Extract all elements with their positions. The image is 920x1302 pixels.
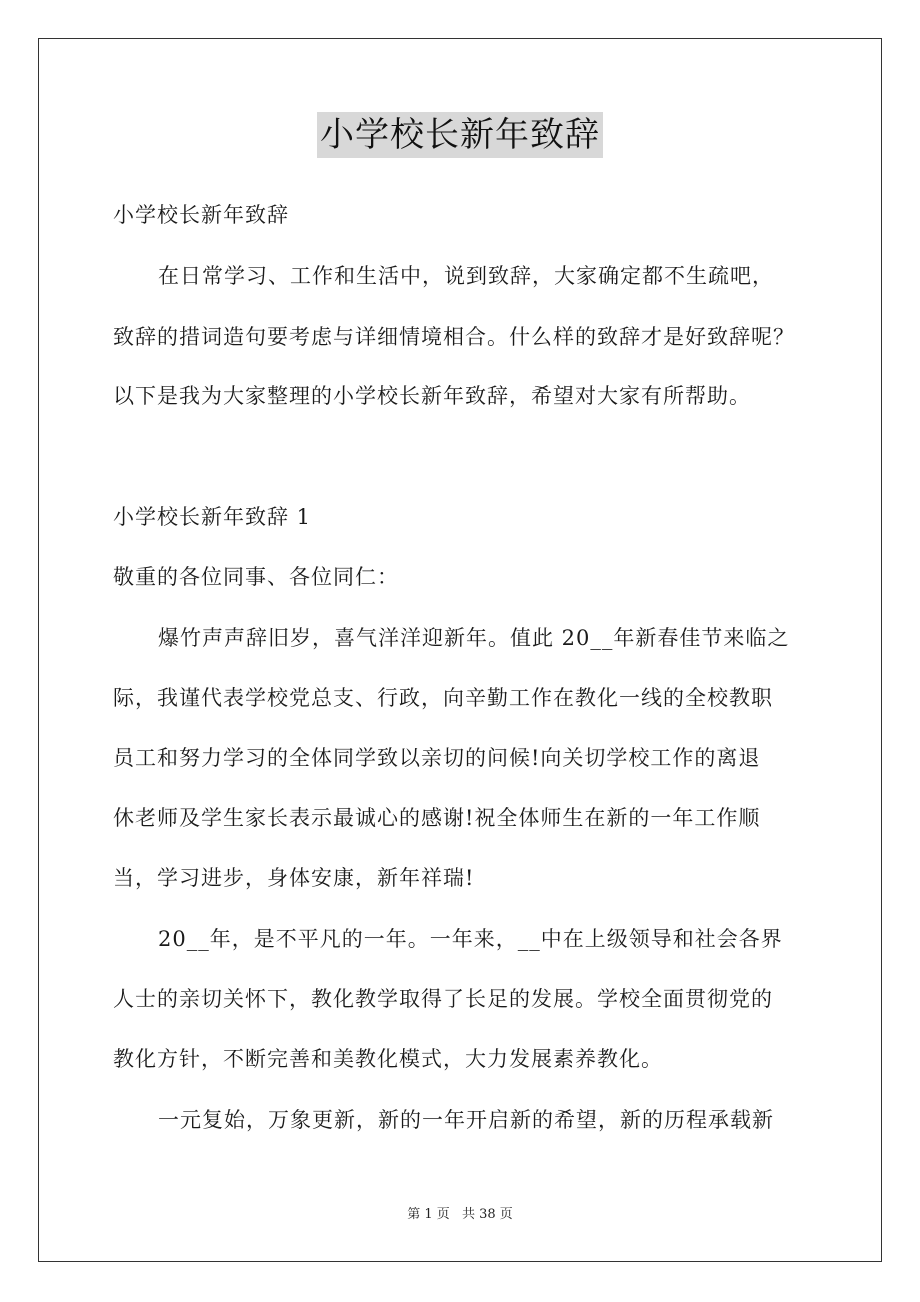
paragraph-line: 际，我谨代表学校党总支、行政，向辛勤工作在教化一线的全校教职	[113, 686, 773, 710]
paragraph-line: 在日常学习、工作和生活中，说到致辞，大家确定都不生疏吧，	[158, 264, 774, 288]
page-number: 第 1 页	[407, 1207, 450, 1222]
page-total: 共 38 页	[461, 1207, 513, 1222]
paragraph-line: 当，学习进步，身体安康，新年祥瑞!	[113, 866, 475, 890]
paragraph-line: 以下是我为大家整理的小学校长新年致辞，希望对大家有所帮助。	[113, 384, 751, 408]
paragraph-line: 致辞的措词造句要考虑与详细情境相合。什么样的致辞才是好致辞呢？	[113, 325, 795, 349]
subtitle-line: 小学校长新年致辞	[113, 203, 289, 227]
paragraph-line: 爆竹声声辞旧岁，喜气洋洋迎新年。值此 20__年新春佳节来临之	[158, 626, 790, 650]
paragraph-line: 员工和努力学习的全体同学致以亲切的问候!向关切学校工作的离退	[113, 746, 761, 770]
paragraph-line: 一元复始，万象更新，新的一年开启新的希望，新的历程承载新	[158, 1108, 774, 1132]
document-title: 小学校长新年致辞	[317, 112, 603, 158]
section-heading: 小学校长新年致辞 1	[113, 505, 312, 529]
paragraph-line: 人士的亲切关怀下，教化教学取得了长足的发展。学校全面贯彻党的	[113, 987, 773, 1011]
page-footer	[0, 1206, 920, 1224]
paragraph-line: 教化方针，不断完善和美教化模式，大力发展素养教化。	[113, 1047, 663, 1071]
title-container	[0, 112, 920, 158]
paragraph-line: 休老师及学生家长表示最诚心的感谢!祝全体师生在新的一年工作顺	[113, 806, 761, 830]
salutation-line: 敬重的各位同事、各位同仁：	[113, 565, 399, 589]
paragraph-line: 20__年，是不平凡的一年。一年来，__中在上级领导和社会各界	[158, 927, 783, 951]
